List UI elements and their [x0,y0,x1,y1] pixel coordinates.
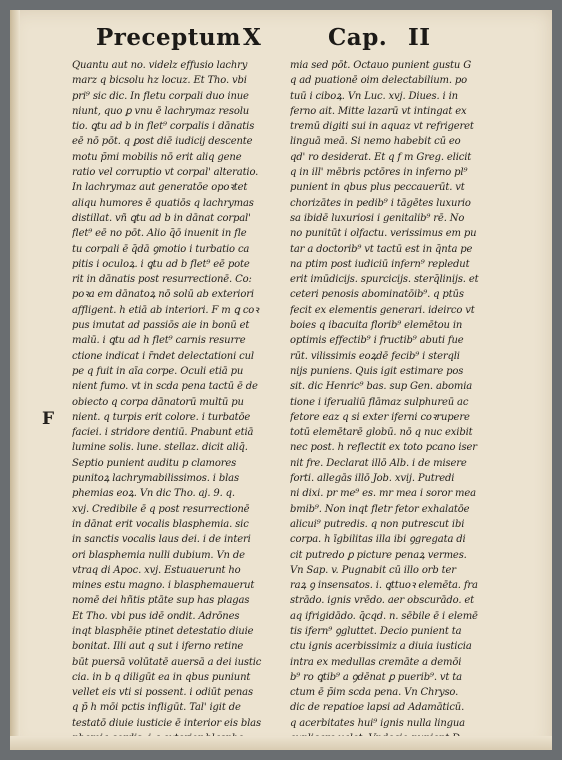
text-line: būt puersā volūtatē auersā a dei iustic [72,656,262,668]
right-text-column [290,58,502,746]
text-line: optimis effectib⁹ i fructib⁹ abuti fue [290,335,464,347]
text-line: chorizātes in pedib⁹ i tāgētes luxurio [290,197,471,209]
text-line: inqt blasphēie ptinet detestatio diuie [72,625,254,637]
text-line: q ad puationē oim delectabilium. po [290,75,468,87]
text-line: vtraq di Apoc. xvj. Estuauerunt ho [72,564,241,576]
text-line: tio. ꝗtu ad b in flet⁹ corpalis i dānatis [72,121,255,133]
text-line: ctione indicat i r̄ndet delectationi cul [72,350,254,362]
header-title: Preceptum [96,24,241,51]
text-line: erit imūdicijs. spurcicijs. sterq̄linijs. et [290,274,479,286]
text-line: pe q fuit in aīa corpe. Oculi etiā pu [72,365,244,377]
text-line: tuū i ciboꝝ. Vn Luc. xvj. Diues. i in [290,90,458,102]
text-line: Vn Sap. v. Pugnabit cū illo orb ter [290,564,456,576]
text-line: distillat. vñ ꝗtu ad b in dānat corpal' [72,212,251,224]
text-line: niunt, quo ꝑ vnu ē lachrymaz resolu [72,105,250,117]
text-line: raꝝ ꝯ insensatos. i. ꝗttuoꝛ elemēta. fra [290,580,478,592]
text-line: q in ill' mēbris pctōres in inferno pl⁹ [290,167,468,179]
text-line: q p̄ h mōi pctis infligūt. Tal' igit de [72,702,241,714]
text-line: eē nō pōt. q ꝑost diē iudicij descente [72,136,253,148]
header-chapter-number: II [408,24,431,51]
text-line: tremū digiti sui in aquaz vt refrigeret [290,121,474,133]
page-gutter [10,10,20,750]
text-line: totū elemētarē globū. nō q nuc exibit [290,427,473,439]
text-line: no punitūt i olfactu. verissimus em pu [290,228,477,240]
text-line: pus imutat ad passiōs aie in bonū et [72,320,250,332]
text-line: mines estu magno. i blasphemauerut [72,580,255,592]
text-line: marz q bicsolu hz locuz. Et Tho. vbi [72,75,247,87]
text-line: intra ex medullas cremāte a demōi [290,656,462,668]
text-line: boies q ibacuita florib⁹ elemētou in [290,320,463,332]
text-line: malū. i ꝗtu ad h flet⁹ carnis resurre [72,335,246,347]
text-line: nijs puniens. Quis igit estimare pos [290,365,464,377]
text-line: rit in dānatis post resurrectionē. Co: [72,274,252,286]
text-line: In lachrymaz aut generatōe opoꝛtet [72,182,248,194]
text-line: fecit ex elementis generari. ideirco vt [290,304,475,316]
text-line: in sanctis vocalis laus dei. i de interi [72,534,251,546]
text-line: qd' ro desiderat. Et q f m Greg. elicit [290,151,472,163]
text-line: ori blasphemia nulli dubium. Vn de [72,549,245,561]
text-line: bmib⁹. Non inqt fletr fetor exhalatōe [290,503,470,515]
margin-letter: F [42,409,55,429]
text-line: tar a doctorib⁹ vt tactū est in q̄nta pe [290,243,473,255]
text-line: ni dixi. pr me⁹ es. mr mea i soror mea [290,488,476,500]
text-line: ctu ignis acerbissimiz a diuia iusticia [290,641,472,653]
text-line: xvj. Credibile ē q post resurrectionē [72,503,250,515]
text-line: bonitat. Illi aut q sut i iferno retine [72,641,244,653]
text-line: pri⁹ sic dic. In fletu corpali duo inue [72,90,249,102]
text-line: flet⁹ eē no pōt. Alio q̄ō inuenit in fle [72,228,247,240]
header-number: X [243,24,262,51]
text-line: lumine solis. lune. stellaz. dicit aliq̄. [72,442,248,454]
text-line: testatō diuie iusticie ē interior eis blas [72,717,261,729]
text-line: tu corpali ē q̄dā ꝯmotio i turbatio ca [72,243,250,255]
text-line: tione i iferualiū flāmaz sulphureū ac [290,396,469,408]
text-line: in dānat erit vocalis blasphemia. sic [72,518,249,530]
text-line: poꝛa em dānatoꝝ nō solū ab exteriori [72,289,254,301]
text-line: strādo. ignis vrēdo. aer obscurādo. et [290,595,475,607]
text-line: obiecto q corpa dānatorū multū pu [72,396,244,408]
text-line: ratio vel corruptio vt corpal' alteratio. [72,167,259,179]
text-line: linguā meā. Si nemo habebit cū eo [290,136,461,148]
text-line: ferno ait. Mitte lazarū vt intingat ex [290,105,467,117]
page-bottom-edge [10,736,552,750]
text-line: alicui⁹ putredis. q non putrescut ibi [290,518,465,530]
text-line: punient in qbus plus peccauerūt. vt [290,182,465,194]
text-line: phemias eoꝝ. Vn dic Tho. aj. 9. q. [72,488,235,500]
text-line: nomē dei hñtis ptāte sup has plagas [72,595,250,607]
text-line: ceteri penosis abominatōib⁹. q ptūs [290,289,464,301]
text-line: sit. dic Henric⁹ bas. sup Gen. abomia [290,381,473,393]
text-line: Et Tho. vbi pus idē ondit. Adrōnes [72,610,240,622]
text-line: mia sed pōt. Octauo punient gustu G [290,60,472,71]
text-line: fetore eaz q si exter iferni coꝛrupere [290,411,470,423]
text-line: corpa. h īgbilitas illa ibi ꝯgregata di [290,534,466,546]
text-line: ctum ē p̄im scda pena. Vn Chryso. [290,687,459,699]
left-text-column [72,58,284,746]
text-line: Quantu aut no. videlz effusio lachry [72,60,248,71]
text-line: cia. in b q diligūt ea in qbus puniunt [72,671,251,683]
text-line: punitoꝝ lachrymabilissimos. i blas [72,473,239,485]
text-line: tis ifern⁹ ꝯgluttet. Decio punient ta [290,625,462,637]
text-line: b⁹ ro ꝗtib⁹ a ꝯdēnat ꝑ puerib⁹. vt ta [290,671,462,683]
text-line: vellet eis vti si possent. i odiūt penas [72,687,253,699]
running-header [10,24,552,58]
header-chapter-label: Cap. [328,24,388,51]
text-line: dic de repatioe lapsi ad Adamāticū. [290,702,465,714]
text-line: pitis i oculoꝝ. i ꝗtu ad b flet⁹ eē pote [72,258,250,270]
text-line: Septio punient auditu p clamores [72,457,237,469]
text-line: aq ifrigidādo. q̄cqd. n. sēbile ē i elemē [290,610,478,622]
text-line: nit fre. Declarat illō Alb. i de misere [290,457,467,469]
text-line: aliqu humores ē quatiōs q lachrymas [72,197,254,209]
text-line: faciei. i stridore dentiū. Pnabunt etiā [72,427,254,439]
text-line: nient fumo. vt in scda pena tactū ē de [72,381,258,393]
book-page [10,10,552,750]
text-line: rūt. vilissimis eoꝝdē fecib⁹ i sterqli [290,350,460,362]
text-line: forti. allegās illō Job. xvij. Putredi [290,473,455,485]
text-line: affligent. h etiā ab interiori. F m ꝗ coꝛ [72,304,259,316]
text-line: nient. q turpis erit colore. i turbatōe [72,411,251,423]
text-line: sa ibidē luxuriosi i genitalib⁹ rē. No [290,212,465,224]
text-line: cit putredo ꝑ picture penaꝝ vermes. [290,549,467,561]
text-line: nec post. h reflectit ex toto pcano iser [290,442,477,454]
text-line: motu p̄mi mobilis nō erit aliq gene [72,151,242,163]
text-line: na ptim post iudiciū infern⁹ repledut [290,258,470,270]
text-line: q acerbitates hui⁹ ignis nulla lingua [290,717,465,729]
